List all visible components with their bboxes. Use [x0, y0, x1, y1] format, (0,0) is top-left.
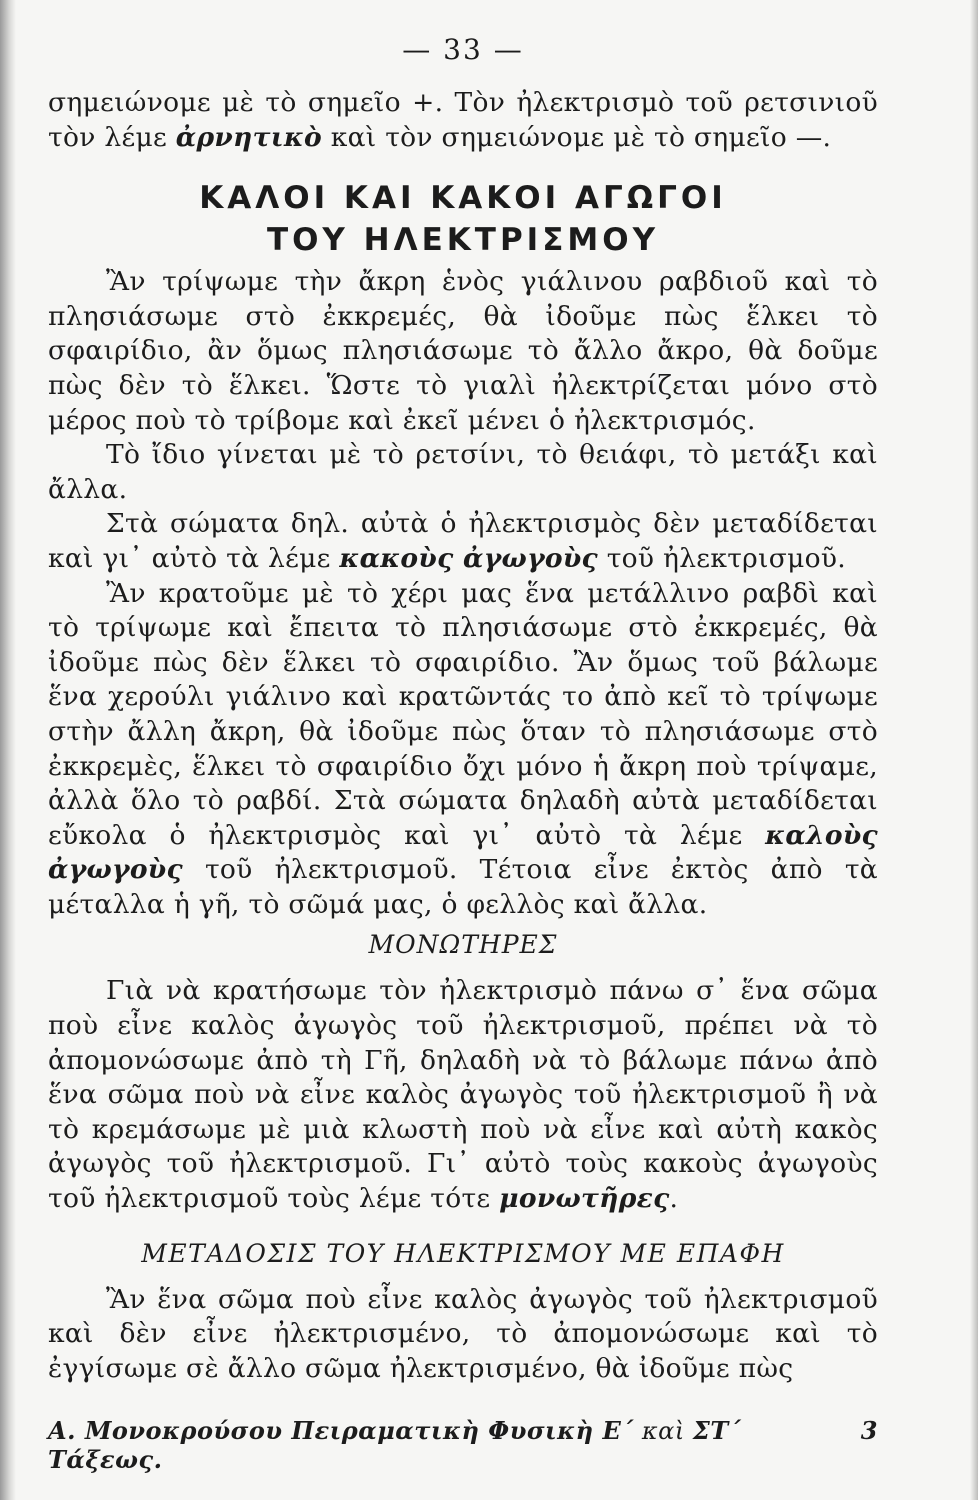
page-content [48, 30, 878, 1386]
footer-title-end: ΣΤ΄ Τάξεως. [48, 1416, 742, 1474]
subheading-insulators: ΜΟΝΩΤΗΡΕΣ [368, 930, 558, 960]
footer-signature-number: 3 [860, 1416, 878, 1445]
section-heading-line-2: ΤΟΥ ΗΛΕΚΤΡΙΣΜΟΥ [266, 222, 660, 259]
paragraph-resin: Τὸ ἴδιο γίνεται μὲ τὸ ρετσίνι, τὸ θειάφι, τὸ μετάξι καὶ ἄλλα. [48, 439, 878, 505]
paragraph-glass-rod: Ἂν τρίψωμε τὴν ἄκρη ἑνὸς γιάλινου ραβδιοῦ καὶ τὸ πλησιάσωμε στὸ ἐκκρεμές, θὰ ἰδοῦμε πὼς ἕλκει τὸ σφαιρίδιο, ἂν ὅμως πλησιάσωμε τὸ ἄλλο ἄκρο, θὰ δοῦμε πὼς δὲν τὸ ἕλκει. Ὥστε τὸ γιαλὶ ἠλεκτρίζεται μόνο στὸ μέρος ποὺ τὸ τρίβομε καὶ ἐκεῖ μένει ὁ ἠλεκτρισμός. [48, 266, 878, 436]
footer-book-title [48, 1416, 861, 1474]
section-heading [48, 177, 878, 261]
page-edge-shadow [970, 0, 978, 1500]
intro-paragraph [48, 86, 878, 155]
paragraph-good-conductors [48, 577, 878, 923]
page-footer [48, 1416, 878, 1474]
para3-text-2: τοῦ ἠλεκτρισμοῦ. [597, 542, 847, 574]
paragraph-bad-conductors [48, 507, 878, 576]
para5-emphasis: μονωτῆρες [499, 1183, 670, 1215]
intro-text-2: καὶ τὸν σημειώνομε μὲ τὸ σημεῖο —. [322, 121, 832, 153]
para4-text-1: Ἂν κρατοῦμε μὲ τὸ χέρι μας ἕνα μετάλλινο ραβδὶ καὶ τὸ τρίψωμε καὶ ἔπειτα τὸ πλησιάσωμε στὸ ἐκκρεμές, θὰ ἰδοῦμε πὼς δὲν ἕλκει τὸ σφαιρίδιο. Ἂν ὅμως τοῦ βάλωμε ἕνα χερούλι γιάλινο καὶ κρατῶντάς το ἀπὸ κεῖ τὸ τρίψωμε στὴν ἄλλη ἄκρη, θὰ ἰδοῦμε πὼς ὅταν τὸ πλησιάσωμε στὸ ἐκκρεμὲς, ἕλκει τὸ σφαιρίδιο ὄχι μόνο ἡ ἄκρη ποὺ τρίψαμε, ἀλλὰ ὅλο τὸ ραβδί. Στὰ σώματα δηλαδὴ αὐτὰ μεταδίδεται εὔκολα ὁ ἠλεκτρισμὸς καὶ γι᾽ αὐτὸ τὰ λέμε [48, 577, 878, 851]
para5-text-1: Γιὰ νὰ κρατήσωμε τὸν ἠλεκτρισμὸ πάνω σ᾽ ἕνα σῶμα ποὺ εἶνε καλὸς ἀγωγὸς τοῦ ἠλεκτρισμοῦ, πρέπει νὰ τὸ ἀπομονώσωμε ἀπὸ τὴ Γῆ, δηλαδὴ νὰ τὸ βάλωμε πάνω ἀπὸ ἕνα σῶμα ποὺ νὰ εἶνε καλὸς ἀγωγὸς τοῦ ἠλεκτρισμοῦ ἢ νὰ τὸ κρεμάσωμε μὲ μιὰ κλωστὴ ποὺ νὰ εἶνε καὶ αὐτὴ κακὸς ἀγωγὸς τοῦ ἠλεκτρισμοῦ. Γι᾽ αὐτὸ τοὺς κακοὺς ἀγωγοὺς τοῦ ἠλεκτρισμοῦ τοὺς λέμε τότε [48, 975, 878, 1215]
section-heading-line-1: ΚΑΛΟΙ ΚΑΙ ΚΑΚΟΙ ΑΓΩΓΟΙ [199, 180, 727, 217]
subheading-transmission: ΜΕΤΑΔΟΣΙΣ ΤΟΥ ΗΛΕΚΤΡΙΣΜΟΥ ΜΕ ΕΠΑΦΗ [141, 1238, 785, 1268]
para3-emphasis: κακοὺς ἀγωγοὺς [339, 542, 598, 574]
footer-title-start: Α. Μονοκρούσου Πειραματικὴ Φυσικὴ Ε΄ [48, 1416, 634, 1445]
para4-text-2: τοῦ ἠλεκτρισμοῦ. Τέτοια εἶνε ἐκτὸς ἀπὸ τὰ μέταλλα ἡ γῆ, τὸ σῶμά μας, ὁ φελλὸς καὶ ἄλλα. [48, 854, 878, 920]
footer-title-conj: καὶ [633, 1417, 693, 1445]
para3-text-1: Στὰ σώματα δηλ. αὐτὰ ὁ ἠλεκτρισμὸς δὲν μεταδίδεται καὶ γι᾽ αὐτὸ τὰ λέμε [48, 508, 878, 574]
intro-emphasis: ἀρνητικὸ [175, 121, 323, 153]
page-number: — 33 — [402, 33, 524, 66]
intro-text-1: σημειώνομε μὲ τὸ σημεῖο +. Τὸν ἠλεκτρισμὸ τοῦ ρετσινιοῦ τὸν λέμε [48, 87, 878, 153]
page-binding-shadow [0, 0, 16, 1500]
paragraph-insulators [48, 974, 878, 1216]
paragraph-contact: Ἂν ἕνα σῶμα ποὺ εἶνε καλὸς ἀγωγὸς τοῦ ἠλεκτρισμοῦ καὶ δὲν εἶνε ἠλεκτρισμένο, τὸ ἀπομονώσωμε καὶ τὸ ἐγγίσωμε σὲ ἄλλο σῶμα ἠλεκτρισμένο, θὰ ἰδοῦμε πὼς [48, 1283, 878, 1384]
para5-text-2: . [669, 1183, 679, 1215]
para4-emphasis: καλοὺς ἀγωγοὺς [48, 819, 878, 886]
